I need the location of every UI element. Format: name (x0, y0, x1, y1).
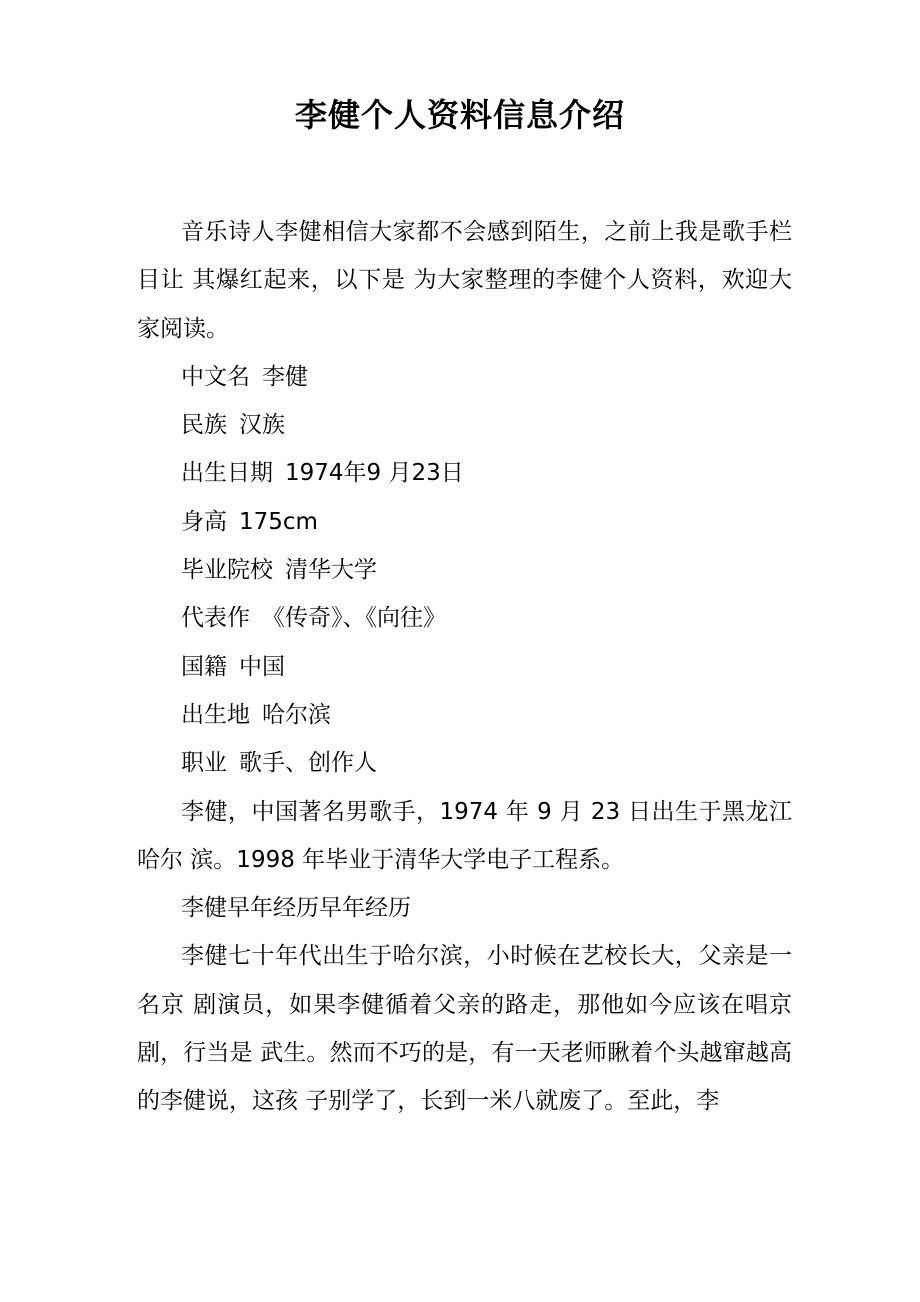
section-heading: 李健早年经历早年经历 (181, 895, 411, 922)
field-value: 歌手、创作人 (239, 750, 377, 777)
document-body (137, 208, 792, 1126)
field-label: 出生日期 (181, 460, 273, 487)
field-value: 清华大学 (285, 557, 377, 584)
field-label: 代表作 (181, 605, 250, 632)
field-label: 国籍 (181, 653, 227, 680)
intro-paragraph: 音乐诗人李健相信大家都不会感到陌生，之前上我是歌手栏目让 其爆红起来，以下是 为大家整理的李健个人资料，欢迎大家阅读。 (137, 219, 792, 342)
field-school (137, 546, 792, 594)
field-label: 民族 (181, 412, 227, 439)
profile-fields (137, 353, 792, 788)
field-value: 哈尔滨 (262, 701, 331, 728)
early-life-paragraph: 李健七十年代出生于哈尔滨，小时候在艺校长大，父亲是一名京 剧演员，如果李健循着父亲的路走，那他如今应该在唱京剧，行当是 武生。然而不巧的是，有一天老师瞅着个头越窜越高的李健说，这孩 子别学了，长到一米八就废了。至此，李 (137, 943, 792, 1115)
field-value: 175cm (239, 508, 318, 535)
document-title: 李健个人资料信息介绍 (294, 96, 625, 134)
field-value: 《传奇》、《向往》 (262, 605, 446, 632)
field-value: 1974年9 月23日 (285, 460, 464, 487)
field-label: 身高 (181, 508, 227, 535)
field-value: 中国 (239, 653, 285, 680)
field-ethnicity (137, 401, 792, 449)
field-occupation (137, 739, 792, 787)
field-birthplace (137, 691, 792, 739)
field-label: 职业 (181, 750, 227, 777)
field-label: 中文名 (181, 363, 250, 390)
field-works (137, 594, 792, 642)
field-nationality (137, 643, 792, 691)
bio-paragraph: 李健，中国著名男歌手，1974 年 9 月 23 日出生于黑龙江哈尔 滨。1998 年毕业于清华大学电子工程系。 (137, 798, 792, 873)
field-chinese-name (137, 353, 792, 401)
field-birth-date (137, 449, 792, 497)
field-value: 李健 (262, 363, 308, 390)
field-height (137, 498, 792, 546)
field-label: 出生地 (181, 701, 250, 728)
field-label: 毕业院校 (181, 557, 273, 584)
field-value: 汉族 (239, 412, 285, 439)
